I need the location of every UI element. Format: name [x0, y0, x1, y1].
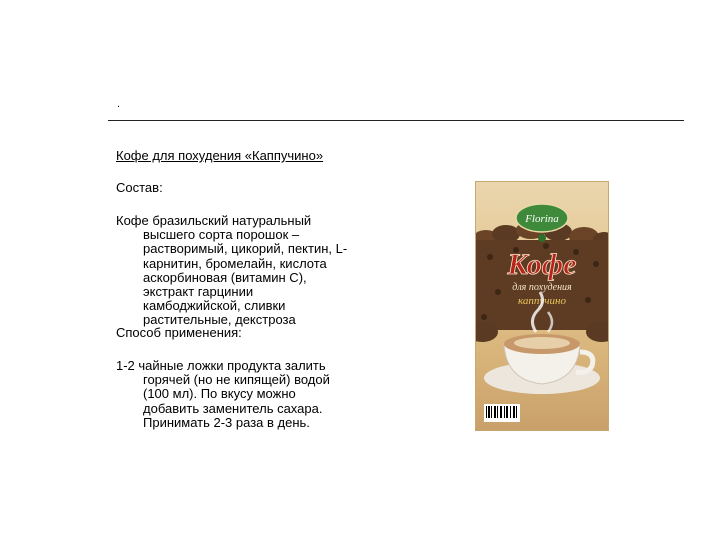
- package-illustration: [476, 182, 608, 430]
- usage-line: добавить заменитель сахара.: [143, 400, 323, 416]
- brand-name: Florina: [525, 213, 559, 225]
- usage-heading: Способ применения:: [116, 325, 242, 340]
- usage-line: Принимать 2-3 раза в день.: [143, 414, 310, 430]
- composition-line: карнитин, бромелайн, кислота: [143, 255, 327, 271]
- usage-line: (100 мл). По вкусу можно: [143, 386, 296, 402]
- slide-marker: .: [117, 98, 121, 110]
- package-product-word: Кофе: [507, 248, 577, 281]
- composition-line: растворимый, цикорий, пектин, L-: [143, 241, 348, 257]
- composition-line: высшего сорта порошок –: [143, 227, 300, 243]
- composition-line: камбоджийской, сливки: [143, 298, 286, 314]
- composition-line: экстракт гарцинии: [143, 284, 254, 300]
- composition-heading: Состав:: [116, 180, 163, 195]
- composition-line: Кофе бразильский натуральный: [116, 213, 312, 228]
- horizontal-divider: [108, 120, 684, 121]
- package-subtitle: для похудения: [512, 282, 572, 293]
- usage-line: 1-2 чайные ложки продукта залить: [116, 358, 326, 373]
- leaf-icon: [538, 234, 546, 242]
- package-variant: каппучино: [518, 295, 566, 307]
- composition-text: [116, 214, 416, 328]
- product-package-image: [476, 182, 608, 430]
- composition-line: растительные, декстроза: [143, 312, 296, 328]
- usage-line: горячей (но не кипящей) водой: [143, 372, 330, 388]
- usage-text: [116, 359, 416, 430]
- product-title: Кофе для похудения «Каппучино»: [116, 148, 324, 163]
- barcode: [484, 404, 520, 422]
- composition-line: аскорбиновая (витамин С),: [143, 269, 307, 285]
